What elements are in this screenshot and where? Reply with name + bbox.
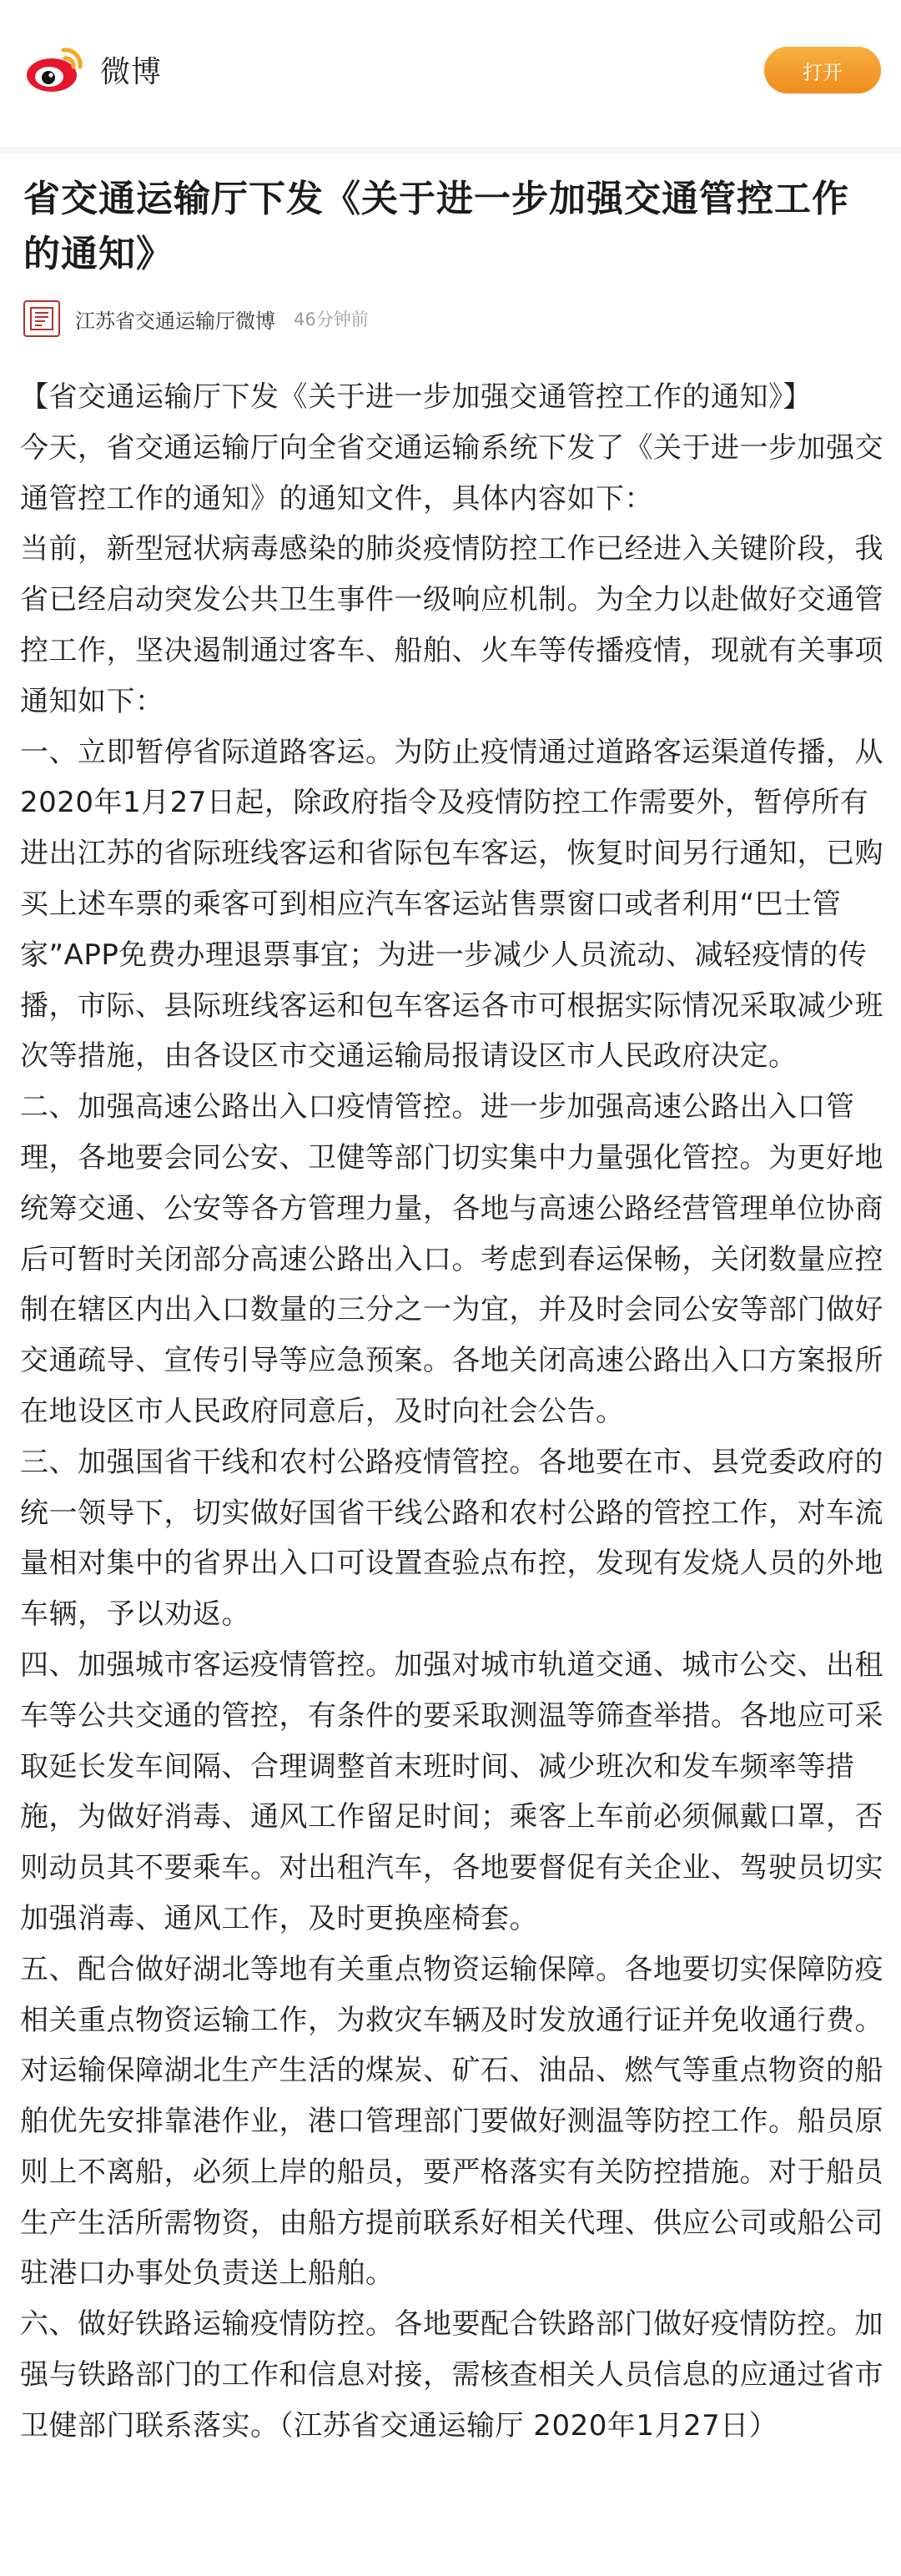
- author-row: [23, 292, 369, 345]
- author-avatar[interactable]: [23, 300, 60, 337]
- brand-name: 微博: [100, 54, 163, 89]
- header-divider: [0, 147, 901, 153]
- paragraph: 二、加强高速公路出入口疫情管控。进一步加强高速公路出入口管理，各地要会同公安、卫健等部门切实集中力量强化管控。为更好地统筹交通、公安等各方管理力量，各地与高速公路经营管理单位协商后可暂时关闭部分高速公路出入口。考虑到春运保畅，关闭数量应控制在辖区内出入口数量的三分之一为宜，并及时会同公安等部门做好交通疏导、宣传引导等应急预案。各地关闭高速公路出入口方案报所在地设区市人民政府同意后，及时向社会公告。: [20, 1090, 883, 1428]
- weibo-logo[interactable]: [23, 42, 162, 97]
- author-name[interactable]: 江苏省交通运输厅微博: [75, 309, 275, 333]
- paragraph: 六、做好铁路运输疫情防控。各地要配合铁路部门做好疫情防控。加强与铁路部门的工作和信息对接，需核查相关人员信息的应通过省市卫健部门联系落实。（江苏省交通运输厅 2020年1月27日）: [20, 2307, 883, 2443]
- paragraph: 【省交通运输厅下发《关于进一步加强交通管控工作的通知》】: [20, 380, 812, 414]
- paragraph: 三、加强国省干线和农村公路疫情管控。各地要在市、县党委政府的统一领导下，切实做好国省干线公路和农村公路的管控工作，对车流量相对集中的省界出入口可设置查验点布控，发现有发烧人员的外地车辆，予以劝返。: [20, 1445, 883, 1632]
- weibo-logo-icon: [23, 42, 88, 97]
- top-bar: [0, 0, 901, 147]
- paragraph: 当前，新型冠状病毒感染的肺炎疫情防控工作已经进入关键阶段，我省已经启动突发公共卫生事件一级响应机制。为全力以赴做好交通管控工作，坚决遏制通过客车、船舶、火车等传播疫情，现就有关事项通知如下：: [20, 532, 883, 718]
- paragraph: 五、配合做好湖北等地有关重点物资运输保障。各地要切实保障防疫相关重点物资运输工作，为救灾车辆及时发放通行证并免收通行费。对运输保障湖北生产生活的煤炭、矿石、油品、燃气等重点物资的船舶优先安排靠港作业，港口管理部门要做好测温等防控工作。船员原则上不离船，必须上岸的船员，要严格落实有关防控措施。对于船员生产生活所需物资，由船方提前联系好相关代理、供应公司或船公司驻港口办事处负责送上船舶。: [20, 1952, 883, 2291]
- jiangsu-transport-avatar-icon: [28, 305, 55, 332]
- post-time: 46分钟前: [294, 309, 369, 330]
- article-title: 省交通运输厅下发《关于进一步加强交通管控工作的通知》: [23, 178, 849, 275]
- paragraph: 一、立即暂停省际道路客运。为防止疫情通过道路客运渠道传播，从2020年1月27日起，除政府指令及疫情防控工作需要外，暂停所有进出江苏的省际班线客运和省际包车客运，恢复时间另行通知，已购买上述车票的乘客可到相应汽车客运站售票窗口或者利用“巴士管家”APP免费办理退票事宜；为进一步减少人员流动、减轻疫情的传播，市际、县际班线客运和包车客运各市可根据实际情况采取减少班次等措施，由各设区市交通运输局报请设区市人民政府决定。: [20, 735, 883, 1074]
- paragraph: 四、加强城市客运疫情管控。加强对城市轨道交通、城市公交、出租车等公共交通的管控，有条件的要采取测温等筛查举措。各地应可采取延长发车间隔、合理调整首末班时间、减少班次和发车频率等措施，为做好消毒、通风工作留足时间；乘客上车前必须佩戴口罩，否则动员其不要乘车。对出租汽车，各地要督促有关企业、驾驶员切实加强消毒、通风工作，及时更换座椅套。: [20, 1648, 883, 1935]
- article-body: [20, 372, 884, 2452]
- paragraph: 今天，省交通运输厅向全省交通运输系统下发了《关于进一步加强交通管控工作的通知》的通知文件，具体内容如下：: [20, 430, 883, 516]
- open-app-button[interactable]: 打开: [764, 47, 881, 93]
